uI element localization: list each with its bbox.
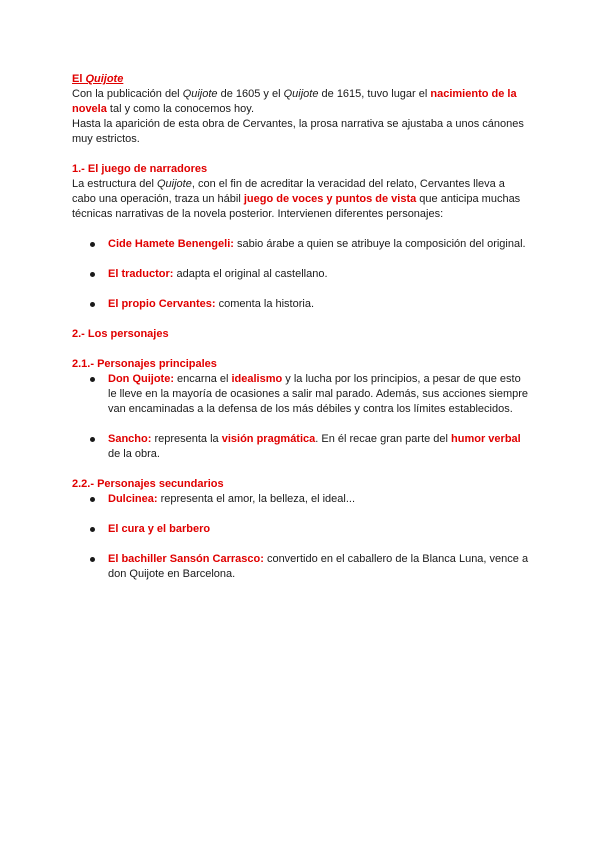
section-2-2-heading: 2.2.- Personajes secundarios bbox=[72, 478, 224, 490]
list-item-term: Dulcinea: bbox=[108, 493, 158, 505]
intro-text: de 1605 y el bbox=[217, 88, 284, 100]
secondary-characters-list bbox=[72, 492, 530, 582]
intro-paragraph-2: Hasta la aparición de esta obra de Cervantes, la prosa narrativa se ajustaba a unos cánones muy estrictos. bbox=[72, 118, 524, 145]
section-1-text: , con el fin de acreditar la veracidad del relato, Cervantes lleva a cabo una operación, traza un hábil bbox=[72, 178, 505, 205]
list-item-desc: encarna el bbox=[174, 373, 232, 385]
bullet-icon bbox=[90, 242, 95, 247]
list-item bbox=[72, 297, 530, 312]
list-item bbox=[72, 432, 530, 462]
section-1-text: que anticipa muchas técnicas narrativas de la novela posterior. Intervienen diferentes personajes: bbox=[72, 193, 521, 220]
intro-italic: Quijote bbox=[283, 88, 319, 100]
title-prefix: El bbox=[72, 73, 86, 85]
list-item-highlight: humor verbal bbox=[451, 433, 521, 445]
intro-paragraph-1 bbox=[72, 87, 530, 117]
document-body bbox=[72, 72, 530, 582]
section-1-highlight: juego de voces y puntos de vista bbox=[243, 193, 417, 205]
intro-italic: Quijote bbox=[182, 88, 218, 100]
list-item-highlight: idealismo bbox=[231, 373, 283, 385]
list-item-desc: de la obra. bbox=[108, 448, 160, 460]
section-1-heading: 1.- El juego de narradores bbox=[72, 163, 208, 175]
list-item bbox=[72, 267, 530, 282]
list-item-desc: comenta la historia. bbox=[215, 298, 315, 310]
list-item-desc: y la lucha por los principios, a pesar de que esto le lleve en la mayoría de ocasiones a salir mal parado. Además, sus acciones siempre van encaminadas a la defensa de los más débiles y contra los límites establecidos. bbox=[108, 373, 529, 415]
list-item-term: Cide Hamete Benengeli: bbox=[108, 238, 234, 250]
list-item-desc: . En él recae gran parte del bbox=[315, 433, 452, 445]
intro-text: de 1615, tuvo lugar el bbox=[318, 88, 431, 100]
list-item bbox=[72, 522, 530, 537]
document-title bbox=[72, 72, 530, 87]
intro-text: tal y como la conocemos hoy. bbox=[106, 103, 255, 115]
list-item-desc: representa la bbox=[151, 433, 222, 445]
section-1-text: La estructura del bbox=[72, 178, 157, 190]
list-item-term: El propio Cervantes: bbox=[108, 298, 216, 310]
bullet-icon bbox=[90, 302, 95, 307]
section-1-paragraph bbox=[72, 177, 530, 222]
section-2-heading: 2.- Los personajes bbox=[72, 328, 169, 340]
list-item bbox=[72, 552, 530, 582]
section-2-1-heading: 2.1.- Personajes principales bbox=[72, 358, 217, 370]
list-item-term: Sancho: bbox=[108, 433, 152, 445]
bullet-icon bbox=[90, 497, 95, 502]
list-item-highlight: visión pragmática bbox=[221, 433, 316, 445]
list-item-desc: convertido en el caballero de la Blanca Luna, vence a don Quijote en Barcelona. bbox=[108, 553, 529, 580]
list-item bbox=[72, 237, 530, 252]
intro-highlight: nacimiento de la novela bbox=[72, 88, 517, 115]
list-item-term: Don Quijote: bbox=[108, 373, 174, 385]
title-name: Quijote bbox=[85, 73, 124, 85]
intro-text: Con la publicación del bbox=[72, 88, 183, 100]
bullet-icon bbox=[90, 272, 95, 277]
list-item-term: El cura y el barbero bbox=[108, 523, 211, 535]
list-item-term: El traductor: bbox=[108, 268, 174, 280]
narrators-list bbox=[72, 237, 530, 312]
bullet-icon bbox=[90, 527, 95, 532]
main-characters-list bbox=[72, 372, 530, 462]
list-item-desc: representa el amor, la belleza, el ideal... bbox=[157, 493, 356, 505]
bullet-icon bbox=[90, 437, 95, 442]
list-item-desc: sabio árabe a quien se atribuye la composición del original. bbox=[233, 238, 526, 250]
list-item bbox=[72, 492, 530, 507]
list-item bbox=[72, 372, 530, 417]
list-item-term: El bachiller Sansón Carrasco: bbox=[108, 553, 264, 565]
list-item-desc: adapta el original al castellano. bbox=[173, 268, 328, 280]
bullet-icon bbox=[90, 377, 95, 382]
bullet-icon bbox=[90, 557, 95, 562]
section-1-italic: Quijote bbox=[157, 178, 192, 190]
